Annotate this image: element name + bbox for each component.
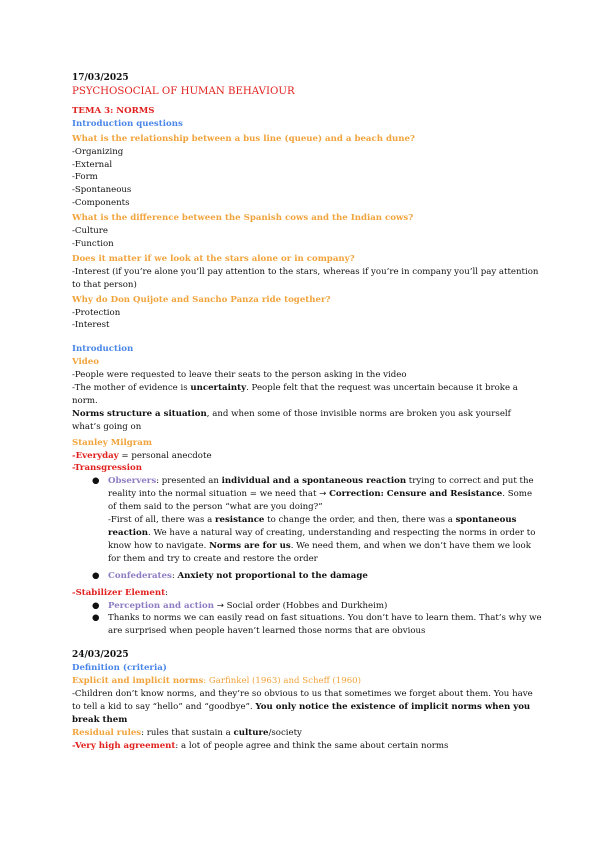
course-title: PSYCHOSOCIAL OF HUMAN BEHAVIOUR [72,85,295,97]
video-line-1: -People were requested to leave their seats to the person asking in the video [72,370,407,381]
video-line-2: -The mother of evidence is uncertainty. People felt that the request was uncertain because it broke a norm. [72,383,518,406]
stabilizer-heading: -Stabilizer Element: [72,587,168,598]
bullet-icon: ● [92,476,100,487]
question-3: Does it matter if we look at the stars alone or in company? [72,253,355,264]
bullet-icon: ● [92,570,100,581]
list-item: -External [72,159,113,170]
thanks-bullet: ● Thanks to norms we can easily read on fast situations. You don’t have to learn them. That’s why we are surprised when people haven’t learned those norms that are obvious [92,613,542,637]
introduction-heading: Introduction [72,344,134,355]
list-item: -Organizing [72,146,124,157]
children-paragraph: -Children don’t know norms, and they’re so obvious to us that sometimes we forget about them. You have to tell a kid to say “hello” and “goodbye”. You only notice the existence of implicit norms when you break them [72,688,533,725]
answer-text: -Interest (if you’re alone you’ll pay attention to the stars, whereas if you’re in company you’ll pay attention to that person) [72,266,539,290]
question-2: What is the difference between the Spanish cows and the Indian cows? [72,213,414,224]
list-item: -Culture [72,226,108,237]
agreement-line: -Very high agreement: a lot of people agree and think the same about certain norms [72,740,449,751]
list-item: -Components [72,198,130,209]
perception-bullet: ● Perception and action → Social order (Hobbes and Durkheim) [92,600,388,611]
arrow-right-icon: → [319,489,327,500]
arrow-right-icon: → [216,600,224,611]
list-item: -Protection [72,307,121,318]
date-heading-2: 24/03/2025 [72,650,129,661]
resistance-paragraph: -First of all, there was a resistance to change the order, and then, there was a spontaneous reaction. We have a natural way of creating, understanding and respecting the norms in order to know how to navigate. Norms are for us. We need them, and when we don’t have them we look for them and try to create and restore the order [108,515,536,564]
bullet-icon: ● [92,613,100,624]
bullet-icon: ● [92,600,100,611]
everyday-line: -Everyday = personal anecdote [72,450,212,461]
list-item: -Function [72,238,114,249]
list-item: -Form [72,172,98,183]
date-heading: 17/03/2025 [72,73,129,83]
question-4: Why do Don Quijote and Sancho Panza ride together? [72,294,331,305]
confederates-bullet: ● Confederates: Anxiety not proportional to the damage [92,570,368,581]
intro-questions-heading: Introduction questions [72,118,183,129]
question-1: What is the relationship between a bus line (queue) and a beach dune? [72,133,415,144]
explicit-line: Explicit and implicit norms: Garfinkel (1963) and Scheff (1960) [72,676,361,687]
tema-heading: TEMA 3: NORMS [72,105,155,116]
definition-heading: Definition (criteria) [72,663,167,674]
observers-bullet: ● Observers: presented an individual and a spontaneous reaction trying to correct and put the reality into the normal situation = we need that → Correction: Censure and Resistance. Some of them said to the person “what are you doing?” [92,476,534,513]
document-page [72,72,542,753]
video-heading: Video [72,357,99,368]
residual-line: Residual rules: rules that sustain a culture/society [72,727,302,738]
milgram-heading: Stanley Milgram [72,437,152,448]
list-item: -Interest [72,320,110,331]
transgression-heading: -Transgression [72,463,143,474]
list-item: -Spontaneous [72,185,132,196]
video-line-3: Norms structure a situation, and when some of those invisible norms are broken you ask yourself what’s going on [72,408,511,432]
